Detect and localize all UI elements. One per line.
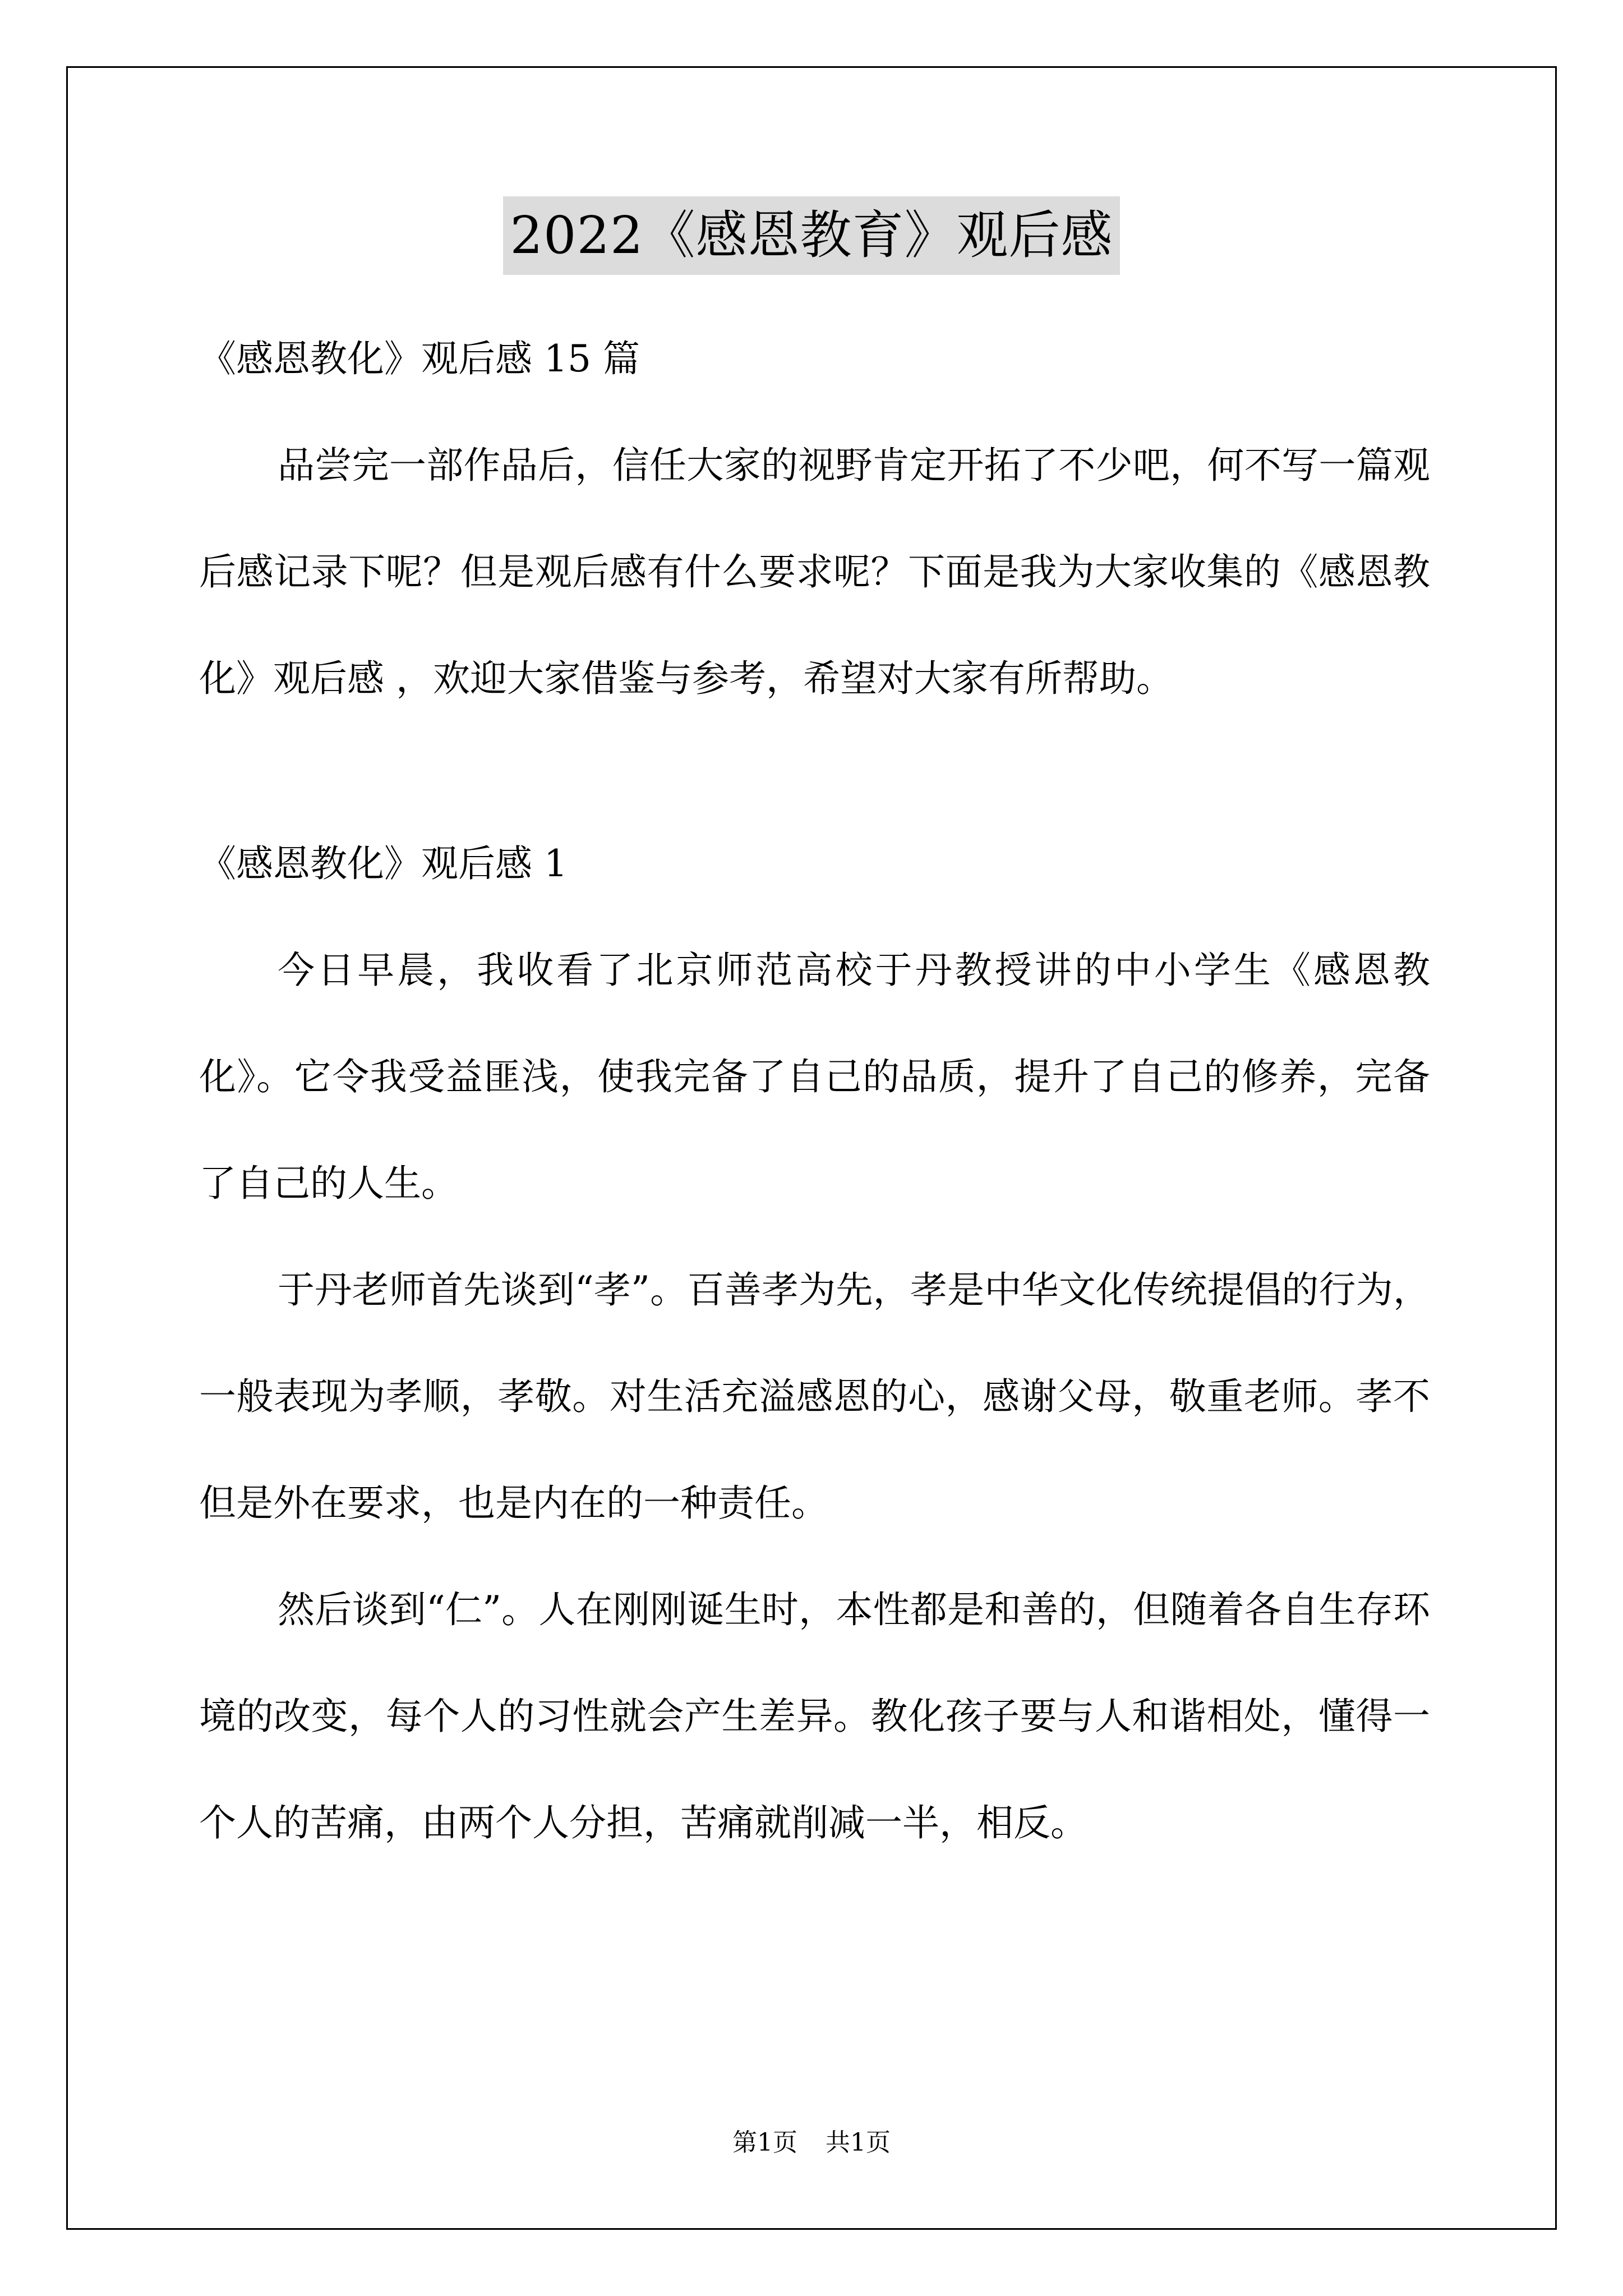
section-spacer bbox=[199, 732, 1430, 811]
section-heading: 《感恩教化》观后感 1 bbox=[199, 842, 568, 885]
document-subtitle: 《感恩教化》观后感 15 篇 bbox=[199, 337, 640, 380]
body-paragraph-3: 然后谈到“仁”。人在刚刚诞生时，本性都是和善的，但随着各自生存环境的改变，每个人的习性就会产生差异。教化孩子要与人和谐相处，懂得一个人的苦痛，由两个人分担，苦痛就削减一半，相反。 bbox=[199, 1588, 1430, 1844]
page-number-total: 共1页 bbox=[826, 2128, 891, 2157]
intro-paragraph: 品尝完一部作品后，信任大家的视野肯定开拓了不少吧，何不写一篇观后感记录下呢？但是观后感有什么要求呢？下面是我为大家收集的《感恩教化》观后感 ，欢迎大家借鉴与参考，希望对大家有所帮助。 bbox=[199, 444, 1430, 700]
title-container bbox=[0, 196, 1623, 275]
page-footer bbox=[0, 2126, 1623, 2160]
document-title: 2022《感恩教育》观后感 bbox=[503, 196, 1119, 275]
body-paragraph-2: 于丹老师首先谈到“孝”。百善孝为先，孝是中华文化传统提倡的行为，一般表现为孝顺，孝敬。对生活充溢感恩的心，感谢父母，敬重老师。孝不但是外在要求，也是内在的一种责任。 bbox=[199, 1268, 1430, 1525]
document-body bbox=[199, 306, 1430, 1876]
page-number-current: 第1页 bbox=[732, 2128, 797, 2157]
body-paragraph-1: 今日早晨，我收看了北京师范高校于丹教授讲的中小学生《感恩教化》。它令我受益匪浅，使我完备了自己的品质，提升了自己的修养，完备了自己的人生。 bbox=[199, 949, 1430, 1205]
